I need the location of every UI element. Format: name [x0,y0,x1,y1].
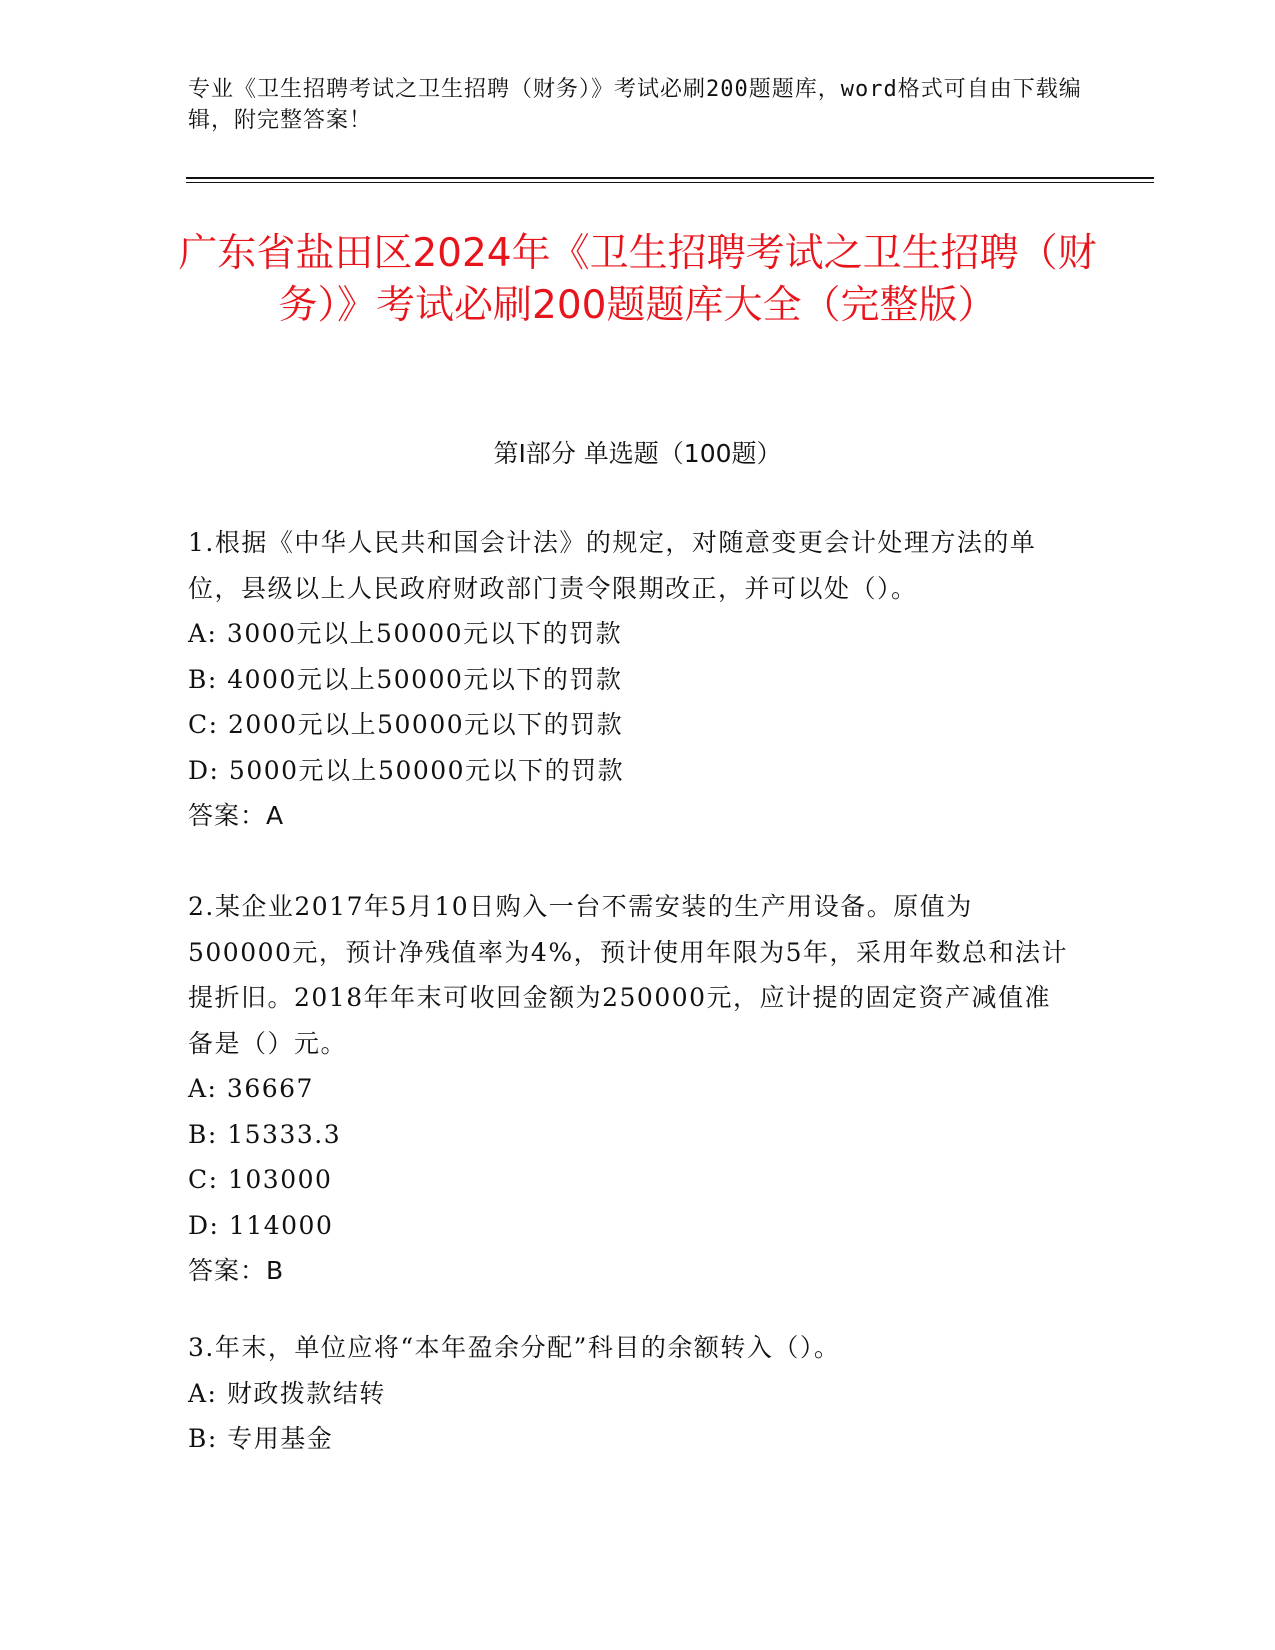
question-1 [188,520,1088,839]
option-a: A: 3000元以上50000元以下的罚款 [188,619,623,648]
header-note: 专业《卫生招聘考试之卫生招聘（财务）》考试必刷200题题库，word格式可自由下载编辑，附完整答案！ [188,77,1082,133]
option-c: C: 2000元以上50000元以下的罚款 [188,710,624,739]
option-d: D: 114000 [188,1210,334,1240]
header-rule-thick [186,177,1154,179]
option-a: A: 财政拨款结转 [188,1378,386,1408]
option-b: B: 4000元以上50000元以下的罚款 [188,664,623,694]
section-heading: 第I部分 单选题（100题） [493,439,782,468]
option-c: C: 103000 [188,1165,333,1194]
question-2 [188,884,1088,1294]
header-rule-thin [186,182,1154,183]
answer: 答案：A [188,801,285,830]
answer: 答案：B [188,1256,285,1285]
question-3 [188,1325,1088,1462]
question-stem: 1.根据《中华人民共和国会计法》的规定，对随意变更会计处理方法的单位，县级以上人民政府财政部门责令限期改正，并可以处（）。 [188,528,1037,603]
question-stem: 3.年末，单位应将“本年盈余分配”科目的余额转入（）。 [188,1333,841,1362]
option-b: B: 15333.3 [188,1119,342,1149]
question-stem: 2.某企业2017年5月10日购入一台不需安装的生产用设备。原值为500000元，预计净残值率为4%，预计使用年限为5年，采用年数总和法计提折旧。2018年年末可收回金额为250000元，应计提的固定资产减值准备是（）元。 [188,892,1069,1058]
document-title: 广东省盐田区2024年《卫生招聘考试之卫生招聘（财务）》考试必刷200题题库大全（完整版） [178,231,1097,328]
option-d: D: 5000元以上50000元以下的罚款 [188,755,625,785]
option-b: B: 专用基金 [188,1424,334,1453]
option-a: A: 36667 [188,1074,314,1103]
